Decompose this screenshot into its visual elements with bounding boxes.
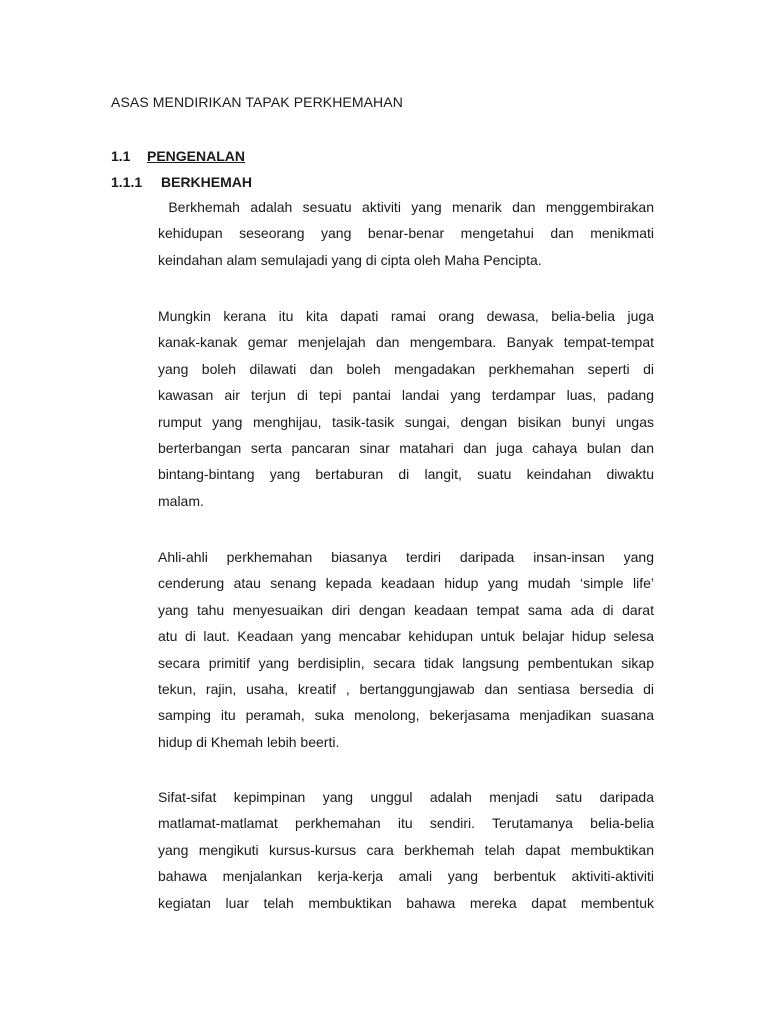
paragraph-line: berterbangan serta pancaran sinar matahari dan juga cahaya bulan dan [158,440,654,457]
paragraph-line: bintang-bintang yang bertaburan di langit, suatu keindahan diwaktu [158,466,654,483]
paragraph-line: kanak-kanak gemar menjelajah dan mengembara. Banyak tempat-tempat [158,334,654,351]
paragraph-line: hidup di Khemah lebih beerti. [158,733,340,750]
paragraph [158,194,654,273]
section-heading [111,147,245,165]
paragraph-line: kehidupan seseorang yang benar-benar mengetahui dan menikmati [158,225,654,242]
paragraph-line: kegiatan luar telah membuktikan bahawa mereka dapat membentuk [158,894,654,911]
paragraph-line: kawasan air terjun di tepi pantai landai yang terdampar luas, padang [158,387,654,404]
subsection-title: BERKHEMAH [161,174,252,190]
paragraph-line: matlamat-matlamat perkhemahan itu sendiri. Terutamanya belia-belia [158,815,654,832]
paragraph [158,544,654,755]
paragraph-line: rumput yang menghijau, tasik-tasik sungai, dengan bisikan bunyi ungas [158,413,654,430]
paragraph-line: malam. [158,492,204,509]
paragraph-line: yang mengikuti kursus-kursus cara berkhemah telah dapat membuktikan [158,841,654,858]
paragraph-line: keindahan alam semulajadi yang di cipta oleh Maha Pencipta. [158,251,542,268]
paragraph-line: Mungkin kerana itu kita dapati ramai orang dewasa, belia-belia juga [158,308,654,324]
paragraph-line: Sifat-sifat kepimpinan yang unggul adalah menjadi satu daripada [158,789,654,805]
subsection-heading [111,173,252,191]
paragraph [158,303,654,514]
paragraph-line: yang tahu menyesuaikan diri dengan keadaan tempat sama ada di darat [158,601,654,618]
paragraph-line: Berkhemah adalah sesuatu aktiviti yang menarik dan menggembirakan [158,199,654,215]
paragraph-line: yang boleh dilawati dan boleh mengadakan perkhemahan seperti di [158,360,654,377]
paragraph-line: Ahli-ahli perkhemahan biasanya terdiri daripada insan-insan yang [158,549,654,565]
paragraph-line: bahawa menjalankan kerja-kerja amali yang berbentuk aktiviti-aktiviti [158,868,654,885]
section-number: 1.1 [111,148,131,164]
section-title: PENGENALAN [147,148,246,164]
paragraph [158,784,654,916]
paragraph-line: tekun, rajin, usaha, kreatif , bertanggungjawab dan sentiasa bersedia di [158,681,654,698]
paragraph-line: secara primitif yang berdisiplin, secara tidak langsung pembentukan sikap [158,654,654,671]
subsection-number: 1.1.1 [111,174,143,190]
paragraph-line: samping itu peramah, suka menolong, bekerjasama menjadikan suasana [158,707,654,724]
document-title: ASAS MENDIRIKAN TAPAK PERKHEMAHAN [111,94,403,110]
paragraph-line: atu di laut. Keadaan yang mencabar kehidupan untuk belajar hidup selesa [158,628,654,645]
paragraph-line: cenderung atau senang kepada keadaan hidup yang mudah ‘simple life’ [158,575,654,592]
